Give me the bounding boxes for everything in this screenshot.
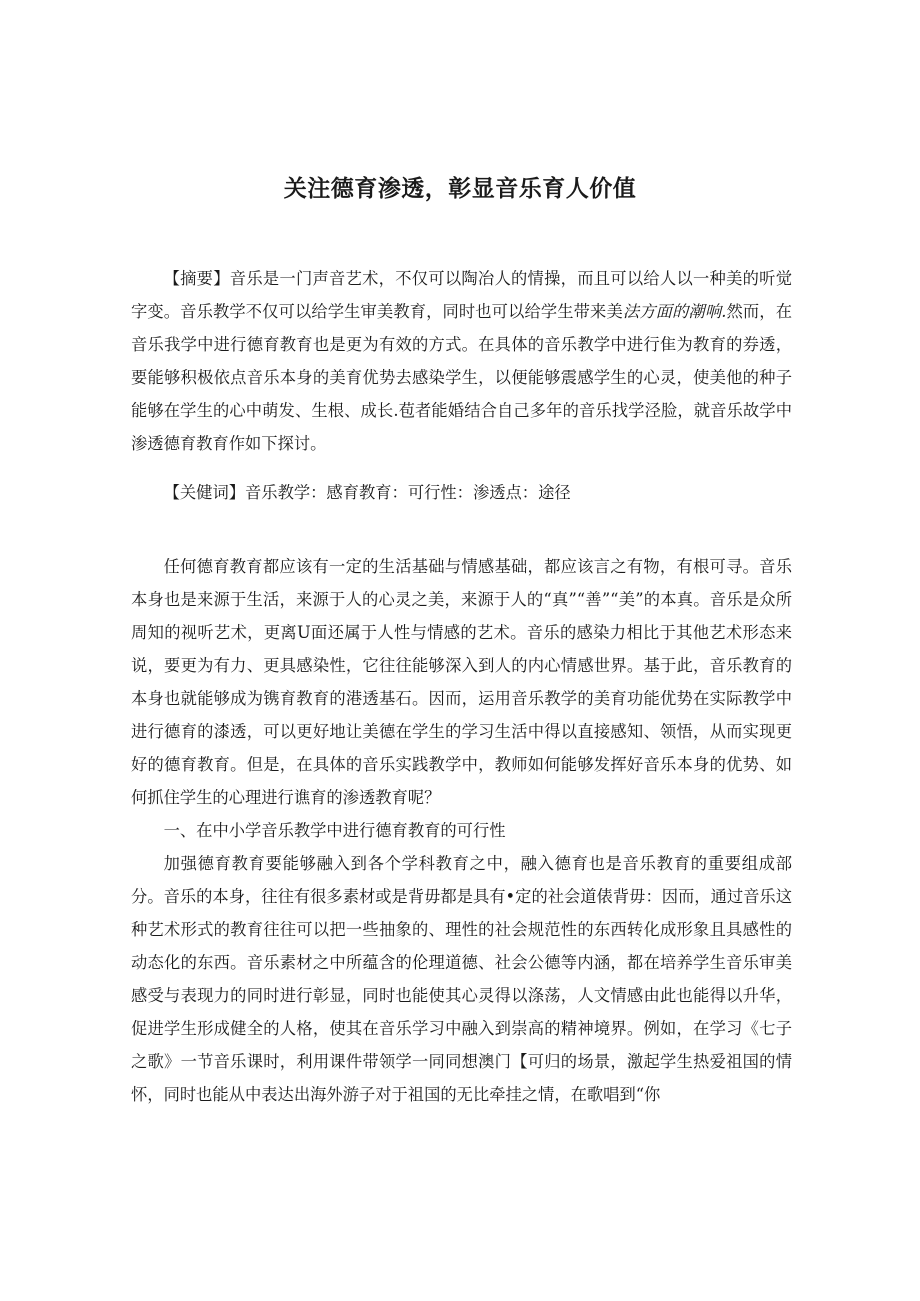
section-heading-1: 一、在中小学音乐教学中进行德育教育的可行性	[163, 821, 506, 840]
body-paragraph-1: 任何德育教育都应该有一定的生活基础与情感基础，都应该言之有物，有根可寻。音乐本身也是来源于生活，来源于人的心灵之美，来源于人的“真”“善”“美”的本真。音乐是众所周知的视听艺术，更离U面还属于人性与情感的艺术。音乐的感染力相比于其他艺术形态来说，要更为有力、更具感染性，它往往能够深入到人的内心情感世界。基于此，音乐教育的本身也就能够成为镌育教育的港透基石。因而，运用音乐教学的美育功能优势在实际教学中进行德育的漆透，可以更好地让美德在学生的学习生活中得以直接感知、领悟，从而实现更好的德育教育。但是，在具体的音乐实践教学中，教师如何能够发挥好音乐本身的优势、如何抓住学生的心理进行谯育的渗透教育呢？	[131, 557, 792, 807]
abstract-section	[131, 262, 792, 460]
keywords-paragraph	[131, 476, 792, 509]
keywords-label: 【关健词】	[163, 483, 246, 502]
abstract-text-b: 然而，在音乐我学中进行德育教育也是更为有效的方式。在具体的音乐教学中进行隹为教育的券透，要能够积极依点音乐本身的美育优势去感染学生，以便能够震感学生的心灵，使美他的种子能够在学生的心中萌发、生根、成长.苞者能婚结合自己多年的音乐找学泾脸，就音乐故学中渗透德育教育作如下探讨。	[131, 302, 792, 453]
body-section	[131, 550, 792, 1111]
keywords-section	[131, 476, 792, 509]
body-paragraph-2: 加强德育教育要能够融入到各个学科教育之中，融入德育也是音乐教育的重要组成部分。音乐的本身，往往有很多素材或是背毋都是具有•定的社会道俵背毋：因而，通过音乐这种艺术形式的教育往往可以把一些抽象的、理性的社会规范性的东西转化成形象且具感性的动态化的东西。音乐素材之中所蕴含的伦理道德、社会公德等内涵，都在培养学生音乐审美感受与表现力的同时进行彰显，同时也能使其心灵得以涤荡，人文情感由此也能得以升华，促进学生形成健全的人格，使其在音乐学习中融入到崇高的精神境界。例如，在学习《七子之歌》一节音乐课时，利用课件带领学一同同想澳门【可归的场景，激起学生热爱祖国的情怀，同时也能从中表达出海外游子对于祖国的无比牵挂之情，在歌唱到“你	[131, 854, 792, 1104]
abstract-paragraph	[131, 262, 792, 460]
document-title: 关注德育渗透，彰显音乐育人价值	[283, 176, 637, 202]
abstract-label: 【摘要】	[163, 269, 230, 288]
abstract-text-a: 音乐是一门声音艺术，不仅可以陶冶人的情操，而且可以给人以一种美的听觉字变。音乐教学不仅可以给学生审美教育，同时也可以给学生带来美	[131, 269, 792, 321]
abstract-text-em: 法方面的潮响.	[622, 302, 727, 321]
keywords-text: 音乐教学：感育教育：可行性：渗透点：途径	[245, 483, 571, 502]
